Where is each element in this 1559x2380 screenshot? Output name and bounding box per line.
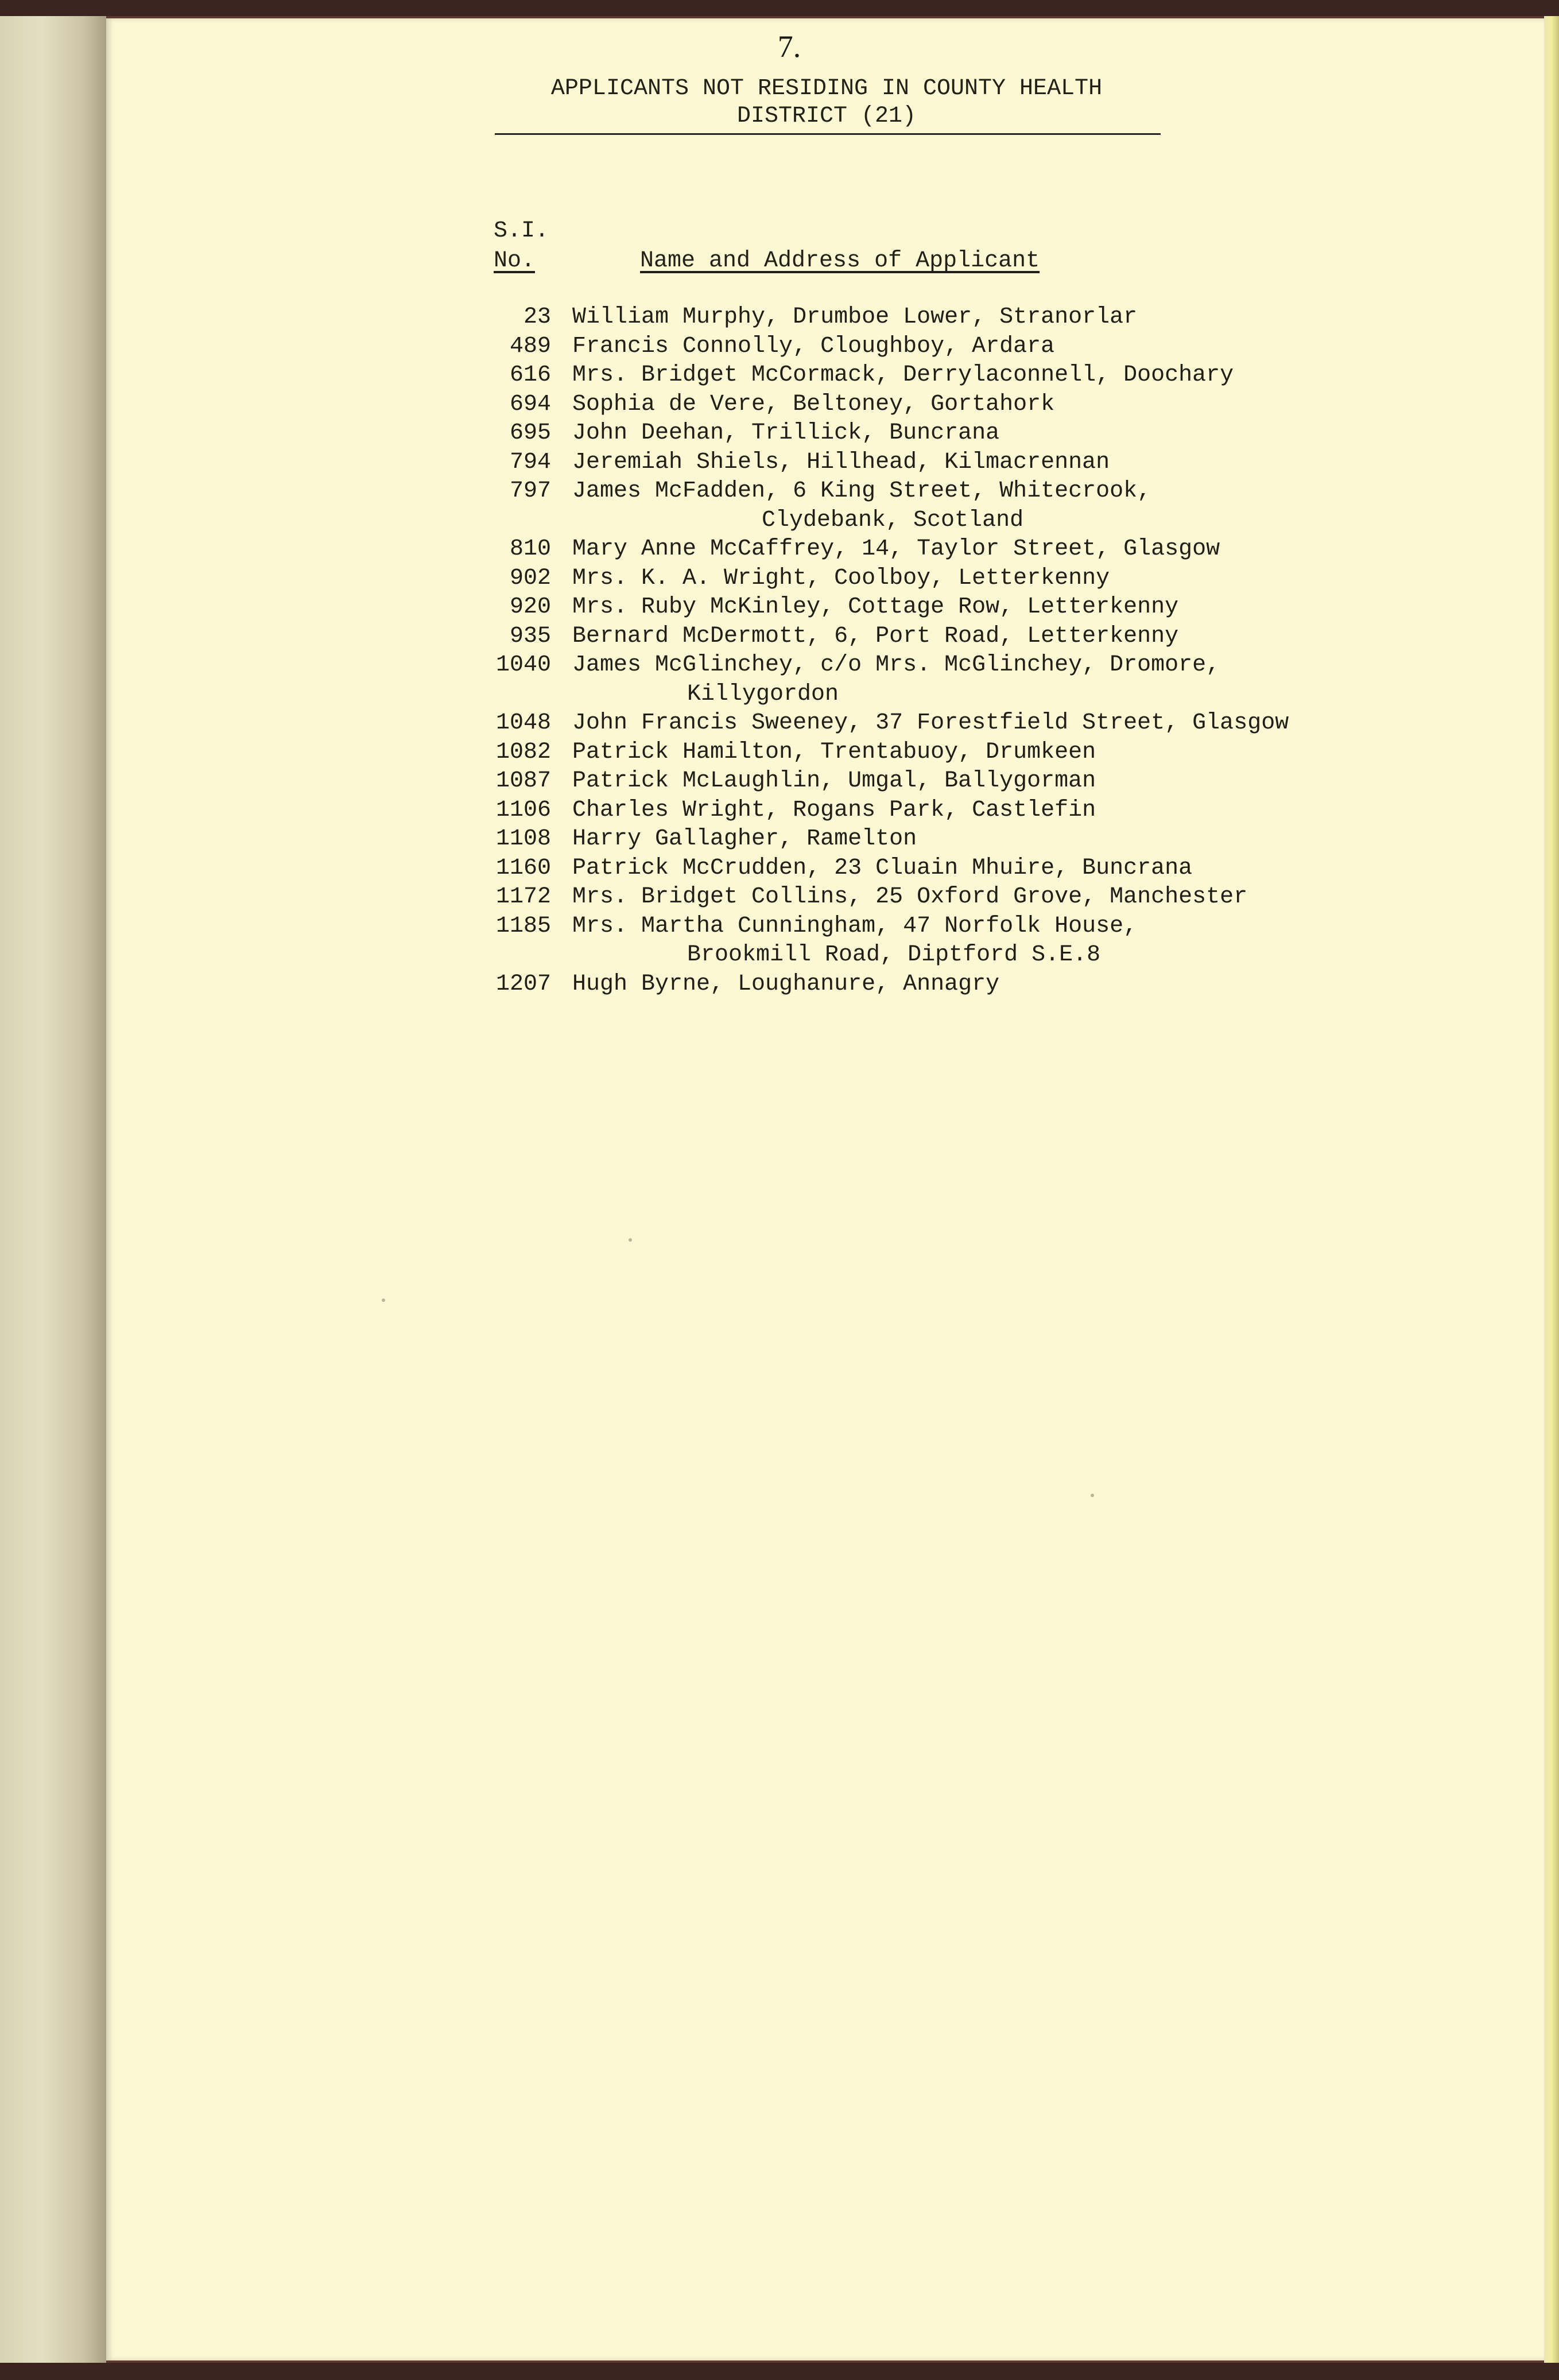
list-item [476, 448, 1538, 478]
address-continuation-line: Killygordon [687, 681, 839, 707]
applicant-number: 1040 [495, 652, 551, 678]
list-item [476, 767, 1538, 796]
list-item [476, 564, 1538, 594]
applicant-name-address [572, 332, 1054, 362]
applicant-number: 23 [523, 304, 551, 330]
address-line: Charles Wright, Rogans Park, Castlefin [572, 797, 1096, 823]
dust-speck [382, 1298, 385, 1302]
applicant-name-address [572, 622, 1178, 652]
applicant-name-address [572, 303, 1137, 332]
applicant-name-address [572, 767, 1096, 796]
applicant-name-address [572, 390, 1054, 420]
address-line: John Deehan, Trillick, Buncrana [572, 420, 1000, 446]
applicant-number: 797 [509, 478, 551, 504]
address-line: Harry Gallagher, Ramelton [572, 826, 917, 852]
list-item [476, 535, 1538, 564]
applicant-number: 935 [509, 623, 551, 649]
list-item [476, 419, 1538, 448]
address-line: Jeremiah Shiels, Hillhead, Kilmacrennan [572, 449, 1110, 475]
address-line: Mrs. Martha Cunningham, 47 Norfolk House, [572, 913, 1138, 939]
address-line: Mrs. Bridget McCormack, Derrylaconnell, Doochary [572, 362, 1234, 388]
list-item [476, 854, 1538, 883]
applicant-number: 695 [509, 420, 551, 446]
list-item [476, 825, 1538, 854]
address-line: Sophia de Vere, Beltoney, Gortahork [572, 391, 1055, 417]
applicant-number: 694 [509, 391, 551, 417]
list-item [476, 796, 1538, 825]
list-item [476, 912, 1538, 970]
address-line: John Francis Sweeney, 37 Forestfield Street, Glasgow [572, 710, 1289, 736]
applicant-number: 616 [509, 362, 551, 388]
address-line: Patrick McCrudden, 23 Cluain Mhuire, Buncrana [572, 855, 1193, 881]
applicant-name-address [572, 854, 1192, 883]
page-number: 7. [777, 29, 801, 64]
applicant-number: 794 [509, 449, 551, 475]
address-line: Hugh Byrne, Loughanure, Annagry [572, 971, 1000, 997]
applicant-name-address [572, 535, 1220, 564]
list-item [476, 361, 1538, 390]
applicant-number: 920 [509, 594, 551, 620]
applicant-number: 489 [509, 333, 551, 359]
applicant-number: 1172 [495, 884, 551, 910]
applicant-number: 1087 [495, 768, 551, 794]
applicant-number: 1106 [495, 797, 551, 823]
list-item [476, 651, 1538, 709]
list-item [476, 970, 1538, 999]
address-line: Mary Anne McCaffrey, 14, Taylor Street, Glasgow [572, 536, 1220, 562]
page-title-line-2: DISTRICT (21) [736, 103, 917, 129]
page-title-line-1: APPLICANTS NOT RESIDING IN COUNTY HEALTH [550, 76, 1103, 102]
applicant-number: 810 [509, 536, 551, 562]
list-item [476, 883, 1538, 912]
list-item [476, 303, 1538, 332]
address-line: Mrs. K. A. Wright, Coolboy, Letterkenny [572, 565, 1110, 591]
applicant-name-address [572, 883, 1247, 912]
applicant-name-address [572, 477, 1151, 535]
dust-speck [1091, 1494, 1094, 1497]
scan-bottom-border [0, 2363, 1559, 2380]
title-underline [495, 133, 1161, 135]
applicant-number: 1108 [495, 826, 551, 852]
page-edge [1544, 16, 1559, 2363]
address-line: James McFadden, 6 King Street, Whitecrook, [572, 478, 1151, 504]
address-line: William Murphy, Drumboe Lower, Stranorlar [572, 304, 1138, 330]
list-item [476, 622, 1538, 652]
applicant-name-address [572, 564, 1110, 594]
applicant-number: 1185 [495, 913, 551, 939]
address-line: Mrs. Bridget Collins, 25 Oxford Grove, Manchester [572, 884, 1248, 910]
dust-speck [629, 1238, 632, 1242]
applicant-number: 902 [509, 565, 551, 591]
applicant-list [476, 303, 1538, 999]
address-continuation-line: Brookmill Road, Diptford S.E.8 [687, 942, 1101, 968]
address-line: Mrs. Ruby McKinley, Cottage Row, Letterkenny [572, 594, 1179, 620]
column-header-name: Name and Address of Applicant [640, 248, 1040, 274]
column-header-si: S.I. [494, 218, 549, 244]
list-item [476, 738, 1538, 768]
applicant-number: 1207 [495, 971, 551, 997]
applicant-number: 1160 [495, 855, 551, 881]
list-item [476, 709, 1538, 738]
scan-top-border [0, 0, 1559, 16]
address-line: Bernard McDermott, 6, Port Road, Letterkenny [572, 623, 1179, 649]
applicant-name-address [572, 825, 917, 854]
list-item [476, 390, 1538, 420]
applicant-number: 1082 [495, 739, 551, 765]
applicant-name-address [572, 593, 1178, 622]
applicant-name-address [572, 912, 1137, 970]
applicant-name-address [572, 419, 999, 448]
applicant-number: 1048 [495, 710, 551, 736]
address-line: Francis Connolly, Cloughboy, Ardara [572, 333, 1055, 359]
address-line: Patrick Hamilton, Trentabuoy, Drumkeen [572, 739, 1096, 765]
list-item [476, 593, 1538, 622]
applicant-name-address [572, 738, 1096, 768]
applicant-name-address [572, 361, 1234, 390]
applicant-name-address [572, 448, 1110, 478]
applicant-name-address [572, 709, 1289, 738]
address-line: James McGlinchey, c/o Mrs. McGlinchey, Dromore, [572, 652, 1220, 678]
address-line: Patrick McLaughlin, Umgal, Ballygorman [572, 768, 1096, 794]
list-item [476, 332, 1538, 362]
column-header-no: No. [494, 248, 536, 274]
applicant-name-address [572, 970, 999, 999]
book-binding [0, 16, 106, 2363]
applicant-name-address [572, 796, 1096, 825]
applicant-name-address [572, 651, 1220, 709]
address-continuation-line: Clydebank, Scotland [762, 507, 1024, 533]
list-item [476, 477, 1538, 535]
